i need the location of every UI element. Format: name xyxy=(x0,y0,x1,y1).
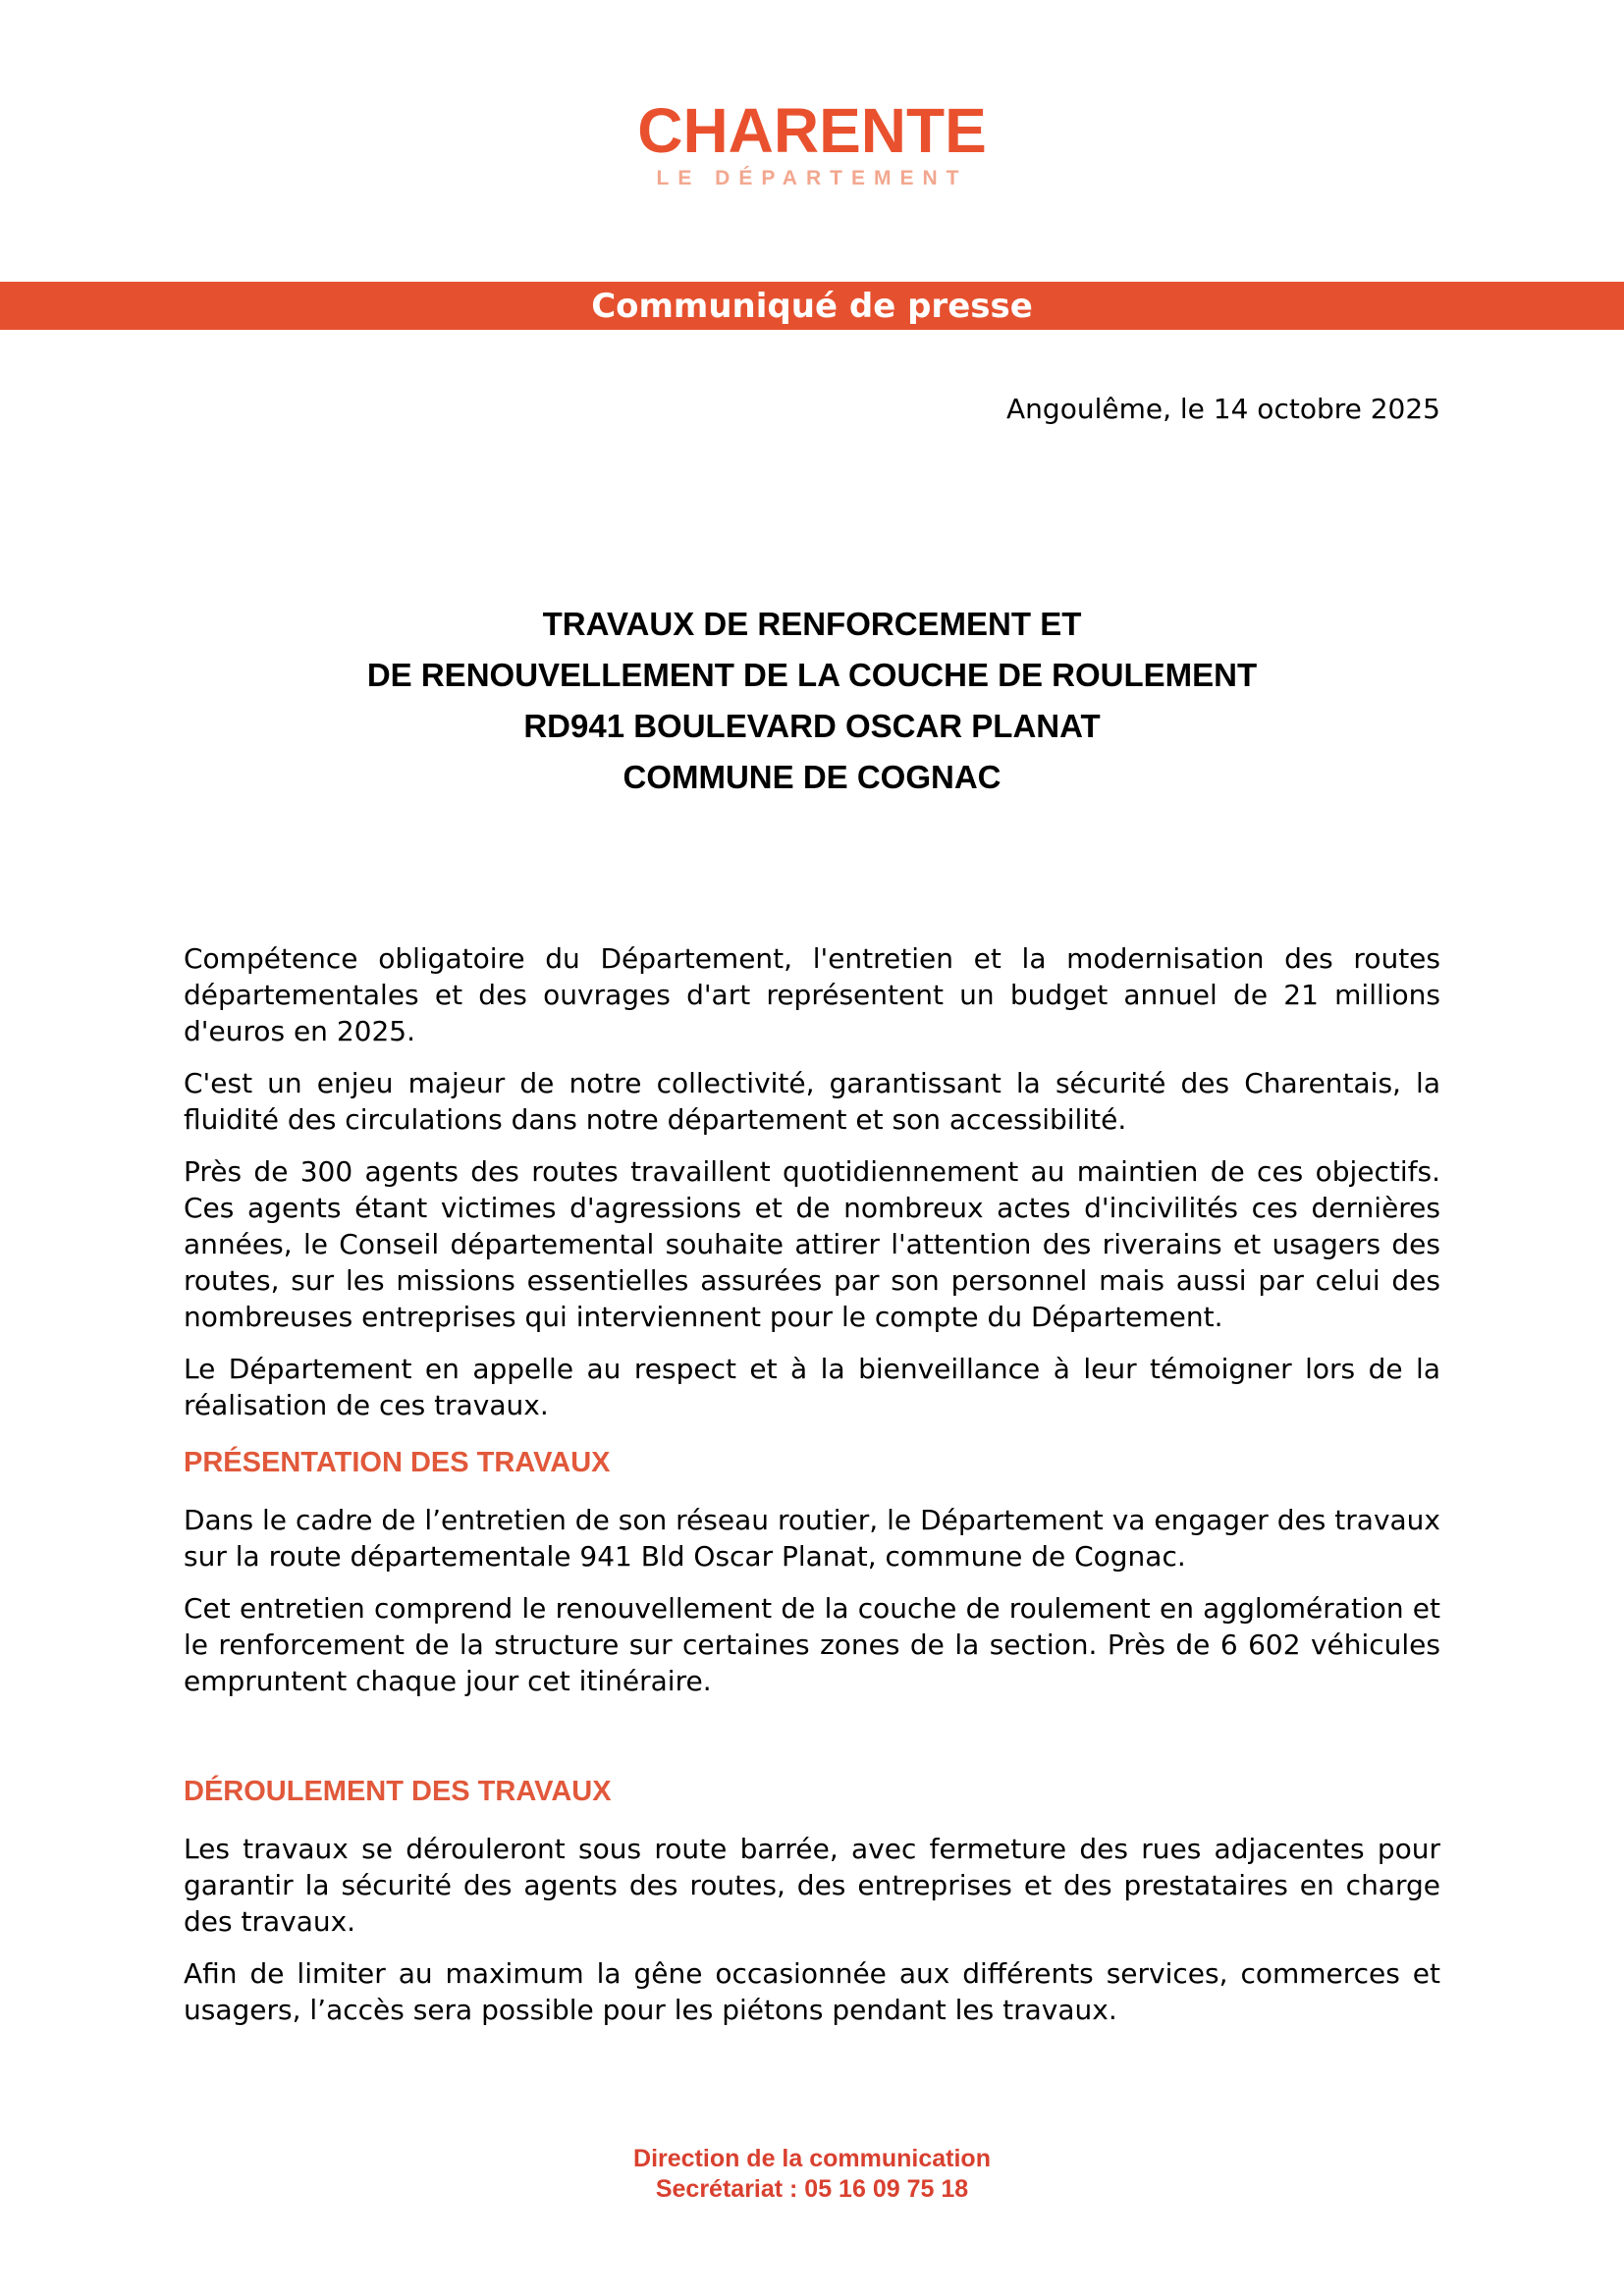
document-title xyxy=(184,599,1440,803)
intro-paragraph-1: Compétence obligatoire du Département, l'entretien et la modernisation des routes départementales et des ouvrages d'art représentent un budget annuel de 21 millions d'euros en 2025. xyxy=(184,942,1440,1047)
intro-paragraph-2: C'est un enjeu majeur de notre collectivité, garantissant la sécurité des Charentais, la fluidité des circulations dans notre département et son accessibilité. xyxy=(184,1067,1440,1136)
footer-line-2: Secrétariat : 05 16 09 75 18 xyxy=(655,2175,969,2203)
title-line-3: RD941 BOULEVARD OSCAR PLANAT xyxy=(523,708,1101,744)
document-body xyxy=(184,940,1440,2044)
deroulement-paragraph-1: Les travaux se dérouleront sous route barrée, avec fermeture des rues adjacentes pour garantir la sécurité des agents des routes, des entreprises et des prestataires en charge des travaux. xyxy=(184,1833,1440,1938)
title-line-1: TRAVAUX DE RENFORCEMENT ET xyxy=(542,606,1082,642)
section-heading-deroulement: DÉROULEMENT DES TRAVAUX xyxy=(184,1776,612,1807)
presentation-paragraph-1: Dans le cadre de l’entretien de son réseau routier, le Département va engager des travaux sur la route départementale 941 Bld Oscar Planat, commune de Cognac. xyxy=(184,1504,1440,1573)
document-footer xyxy=(0,2144,1624,2205)
logo-subtitle: LE DÉPARTEMENT xyxy=(656,167,968,189)
section-heading-presentation: PRÉSENTATION DES TRAVAUX xyxy=(184,1447,611,1478)
logo-charente-wordmark: CHARENTE xyxy=(637,95,987,166)
banner-label: Communiqué de presse xyxy=(591,286,1033,326)
title-line-4: COMMUNE DE COGNAC xyxy=(623,759,1001,795)
presentation-paragraph-2: Cet entretien comprend le renouvellement de la couche de roulement en agglomération et le renforcement de la structure sur certaines zones de la section. Près de 6 602 véhicules empruntent chaque jour cet itinéraire. xyxy=(184,1592,1440,1697)
title-line-2: DE RENOUVELLEMENT DE LA COUCHE DE ROULEMENT xyxy=(366,657,1258,693)
intro-paragraph-3: Près de 300 agents des routes travaillent quotidiennement au maintien de ces objectifs. Ces agents étant victimes d'agressions et de nombreux actes d'incivilités ces dernières années, le Conseil départemental souhaite attirer l'attention des riverains et usagers des routes, sur les missions essentielles assurées par son personnel mais aussi par celui des nombreuses entreprises qui interviennent pour le compte du Département. xyxy=(184,1155,1440,1333)
dateline: Angoulême, le 14 octobre 2025 xyxy=(1006,393,1440,425)
deroulement-paragraph-2: Afin de limiter au maximum la gêne occasionnée aux différents services, commerces et usagers, l’accès sera possible pour les piétons pendant les travaux. xyxy=(184,1957,1440,2026)
press-release-banner xyxy=(0,282,1624,330)
intro-paragraph-4: Le Département en appelle au respect et à la bienveillance à leur témoigner lors de la réalisation de ces travaux. xyxy=(184,1353,1440,1421)
department-logo xyxy=(0,95,1624,190)
footer-line-1: Direction de la communication xyxy=(633,2145,991,2172)
